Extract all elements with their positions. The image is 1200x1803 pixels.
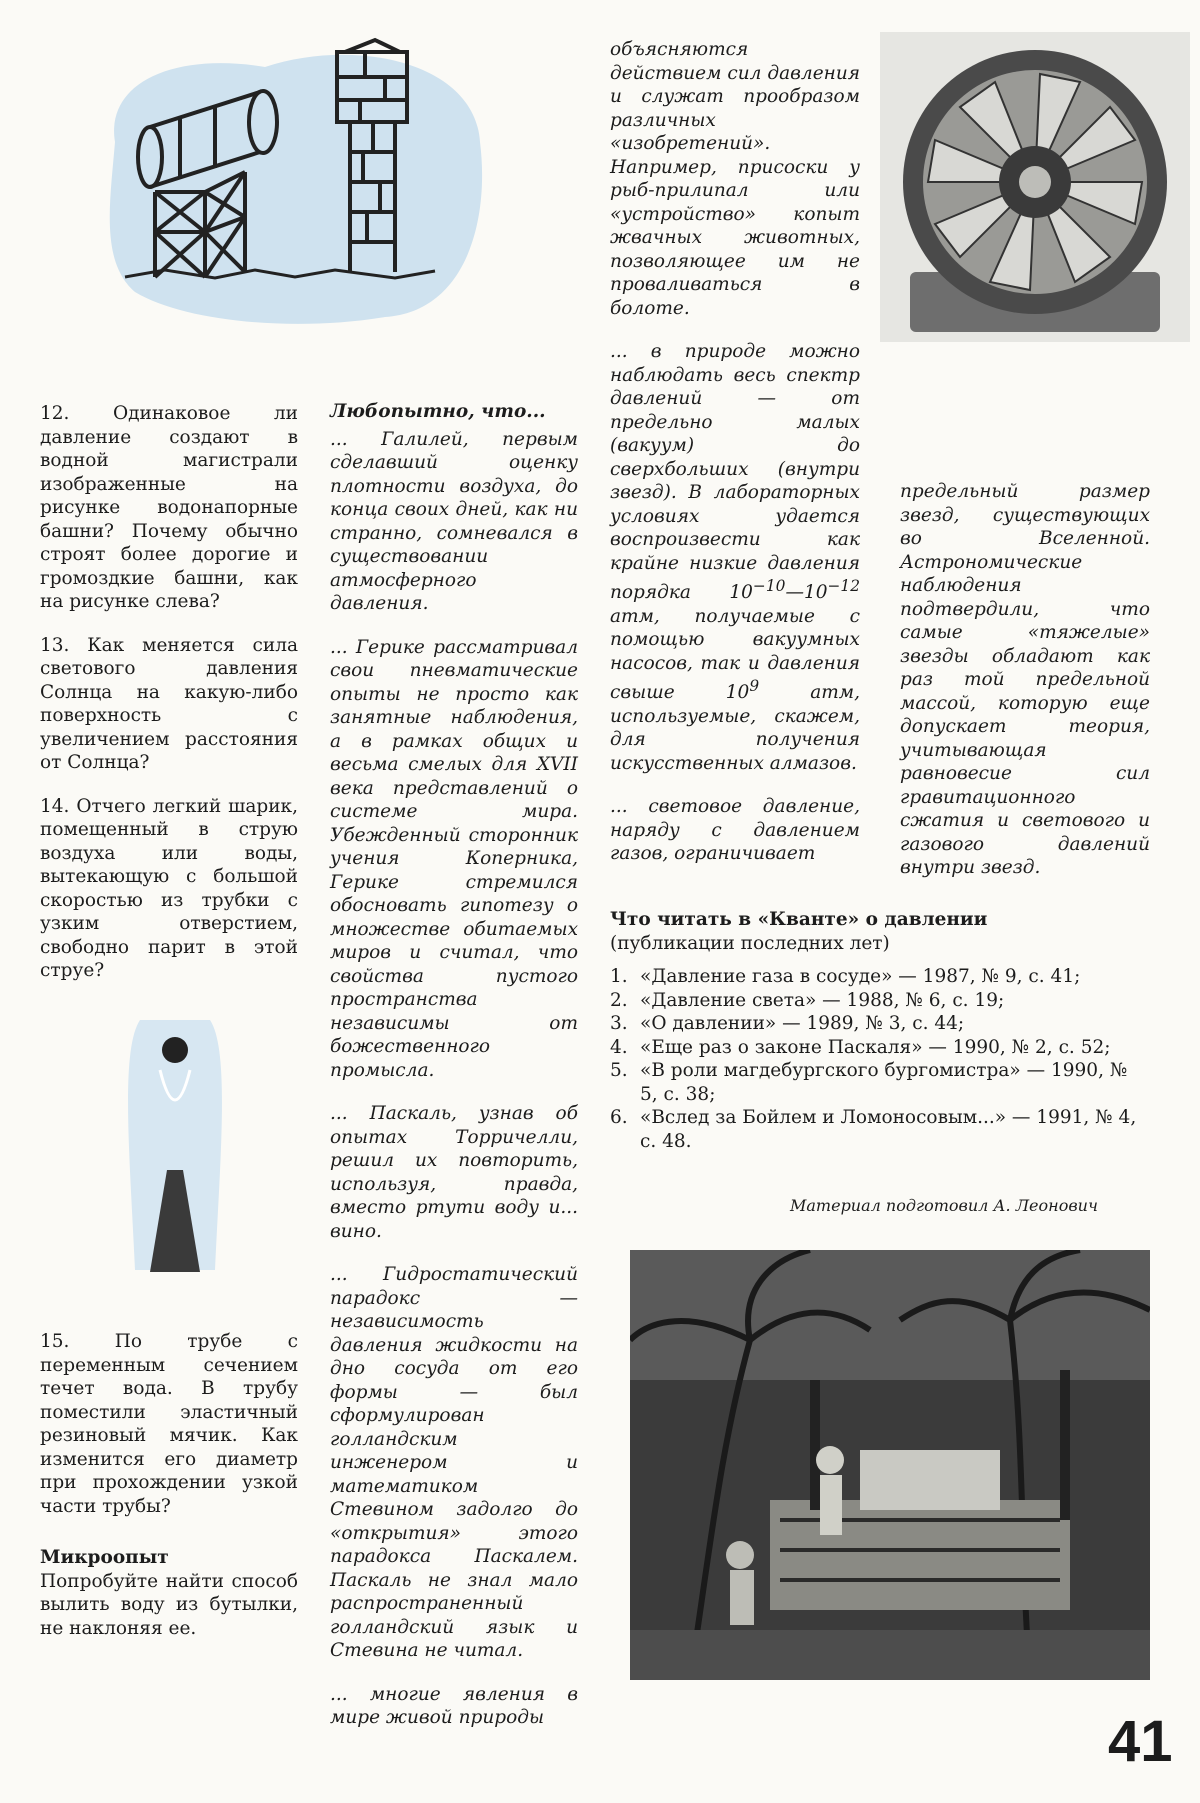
reading-items (610, 965, 1150, 1153)
questions-column-lower (40, 1330, 298, 1660)
curious-star-size: предельный размер звезд, существующих во Вселенной. Астрономические наблюдения подтвердили, что самые «тяжелые» звезды обладают как раз той предельной массой, которую еще допускает теория, учитывающая равновесие сил гравитационного сжатия и светового и газового давлений внутри звезд. (900, 481, 1150, 878)
question-14: 14. Отчего легкий шарик, помещенный в струю воздуха или воды, вытекающую с большой скоростью из трубки с узким отверстием, свободно парит в этой струе? (40, 795, 298, 981)
page-number: 41 (1108, 1709, 1173, 1774)
curious-heading: Любопытно, что... (330, 401, 546, 422)
curious-pressure-spectrum: ... в природе можно наблюдать весь спектр давлений — от предельно малых (вакуум) до сверхбольших (внутри звезд). В лабораторных условиях удается воспроизвести как крайне низкие давления порядка $10^{-10}—10^{-12}$ атм, получаемые с помощью вакуумных насосов, так и давления свыше $10^9$ атм, используемые, скажем, для получения искусственных алмазов. (610, 341, 861, 774)
microexperiment-text: Попробуйте найти способ вылить воду из бутылки, не наклоняя ее. (40, 1570, 298, 1639)
list-item: 3. «О давлении» — 1989, № 3, с. 44; (610, 1013, 965, 1034)
ball-in-jet-illustration (120, 1010, 230, 1280)
list-item: 1. «Давление газа в сосуде» — 1987, № 9, с. 41; (610, 966, 1081, 987)
curious-column-continued (610, 38, 860, 886)
reading-subheading: (публикации последних лет) (610, 932, 890, 954)
list-item: 2. «Давление света» — 1988, № 6, с. 19; (610, 989, 1005, 1011)
question-12: 12. Одинаковое ли давление создают в водной магистрали изображенные на рисунке водонапорные башни? Почему обычно строят более дорогие и громоздкие башни, как на рисунке слева? (40, 403, 298, 612)
list-item: 4. «Еще раз о законе Паскаля» — 1990, № 2, с. 52; (610, 1036, 1111, 1058)
reading-heading: Что читать в «Кванте» о давлении (610, 909, 988, 930)
questions-column (40, 402, 298, 1003)
list-item: 5. «В роли магдебургского бургомистра» — 1990, № 5, с. 38; (610, 1060, 1128, 1105)
curious-living-nature-continued: объясняются действием сил давления и служат прообразом различных «изобретений». Например, присоски у рыб-прилипал или «устройство» копыт жвачных животных, позволяющее им не проваливаться в болоте. (610, 39, 860, 319)
curious-column-end (900, 480, 1150, 900)
curious-light-pressure: ... световое давление, наряду с давлением газов, ограничивает (610, 796, 860, 865)
curious-hydrostatic-paradox: ... Гидростатический парадокс — независимость давления жидкости на дно сосуда от его формы — был сформулирован голландским инженером и математиком Стевином задолго до «открытия» этого парадокса Паскалем. Паскаль не знал мало распространенный голландский язык и Стевина не читал. (330, 1264, 578, 1661)
curious-pascal: ... Паскаль, узнав об опытах Торричелли, решил их повторить, используя, правда, вместо ртути воду и... вино. (330, 1103, 578, 1242)
list-item: 6. «Вслед за Бойлем и Ломоносовым...» — 1991, № 4, с. 48. (610, 1107, 1137, 1152)
question-15: 15. По трубе с переменным сечением течет вода. В трубу поместили эластичный резиновый мячик. Как изменится его диаметр при прохождении узкой части трубы? (40, 1331, 298, 1517)
curious-galileo: ... Галилей, первым сделавший оценку плотности воздуха, до конца своих дней, как ни странно, сомневался в существовании атмосферного давления. (330, 428, 578, 614)
engraving-illustration (630, 1250, 1150, 1680)
reading-list (610, 908, 1150, 1153)
author-credit: Материал подготовил А. Леонович (790, 1196, 1098, 1215)
curious-guericke: ... Герике рассматривал свои пневматические опыты не просто как занятные наблюдения, а в рамках общих и весьма смелых для XVII века представлений о системе мира. Убежденный сторонник учения Коперника, Герике стремился обосновать гипотезу о множестве обитаемых миров и считал, что свойства пустого пространства независимы от божественного промысла. (330, 636, 578, 1081)
curious-column (330, 400, 578, 1750)
microexperiment-heading: Микроопыт (40, 1547, 169, 1568)
water-towers-illustration (95, 22, 495, 332)
fan-photo (880, 32, 1190, 342)
curious-living-nature: ... многие явления в мире живой природы (330, 1683, 578, 1728)
question-13: 13. Как меняется сила светового давления Солнца на какую-либо поверхность с увеличением расстояния от Солнца? (40, 634, 298, 773)
